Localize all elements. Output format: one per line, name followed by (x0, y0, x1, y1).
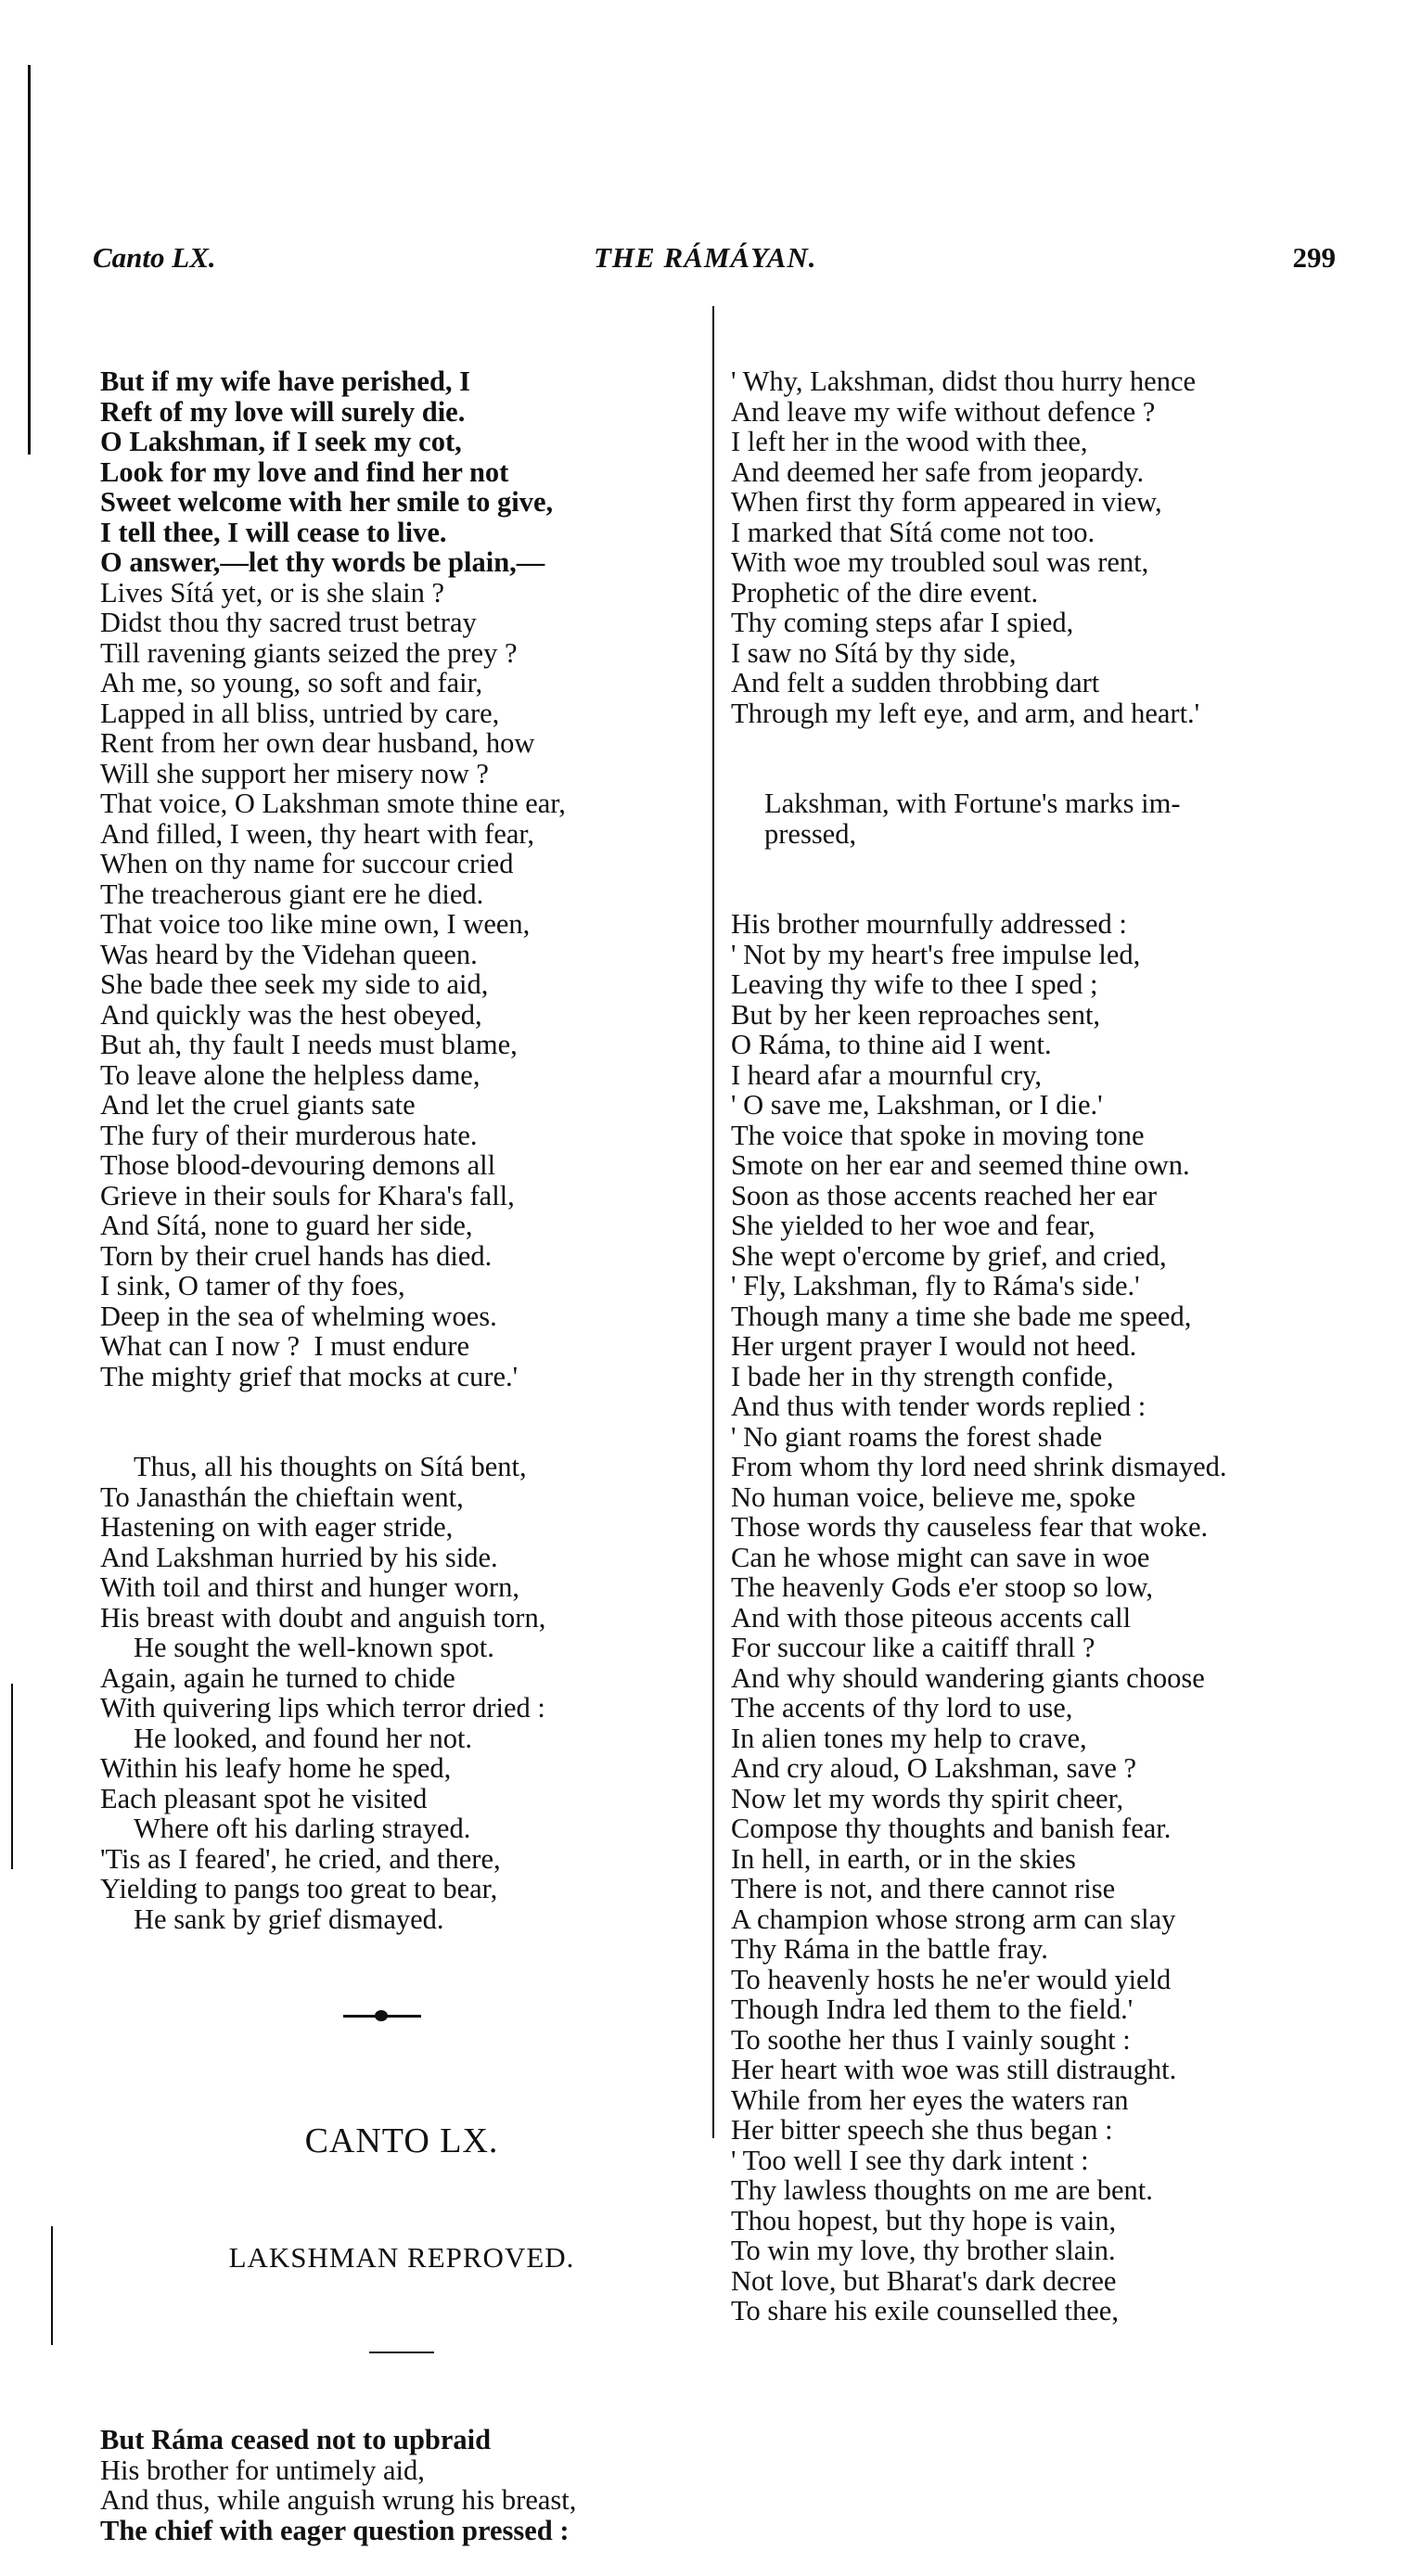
canto-subtitle: LAKSHMAN REPROVED. (228, 2241, 575, 2274)
verse-line: 'Tis as I feared', he cried, and there, (100, 1842, 501, 1875)
verse-line: Smote on her ear and seemed thine own. (731, 1149, 1190, 1181)
verse-line: Reft of my love will surely die. (100, 395, 466, 428)
verse-line: Yielding to pangs too great to bear, (100, 1873, 498, 1904)
verse-line: In hell, in earth, or in the skies (731, 1842, 1076, 1875)
page-binding-edge-top (28, 65, 31, 455)
verse-line: Grieve in their souls for Khara's fall, (100, 1179, 515, 1211)
right-column (731, 306, 1343, 2356)
verse-line: Lapped in all bliss, untried by care, (100, 697, 500, 729)
verse-line: I heard afar a mournful cry, (731, 1058, 1043, 1091)
verse-line: And with those piteous accents call (731, 1601, 1132, 1634)
verse-line: Can he whose might can save in woe (731, 1541, 1150, 1573)
verse-line: Her heart with woe was still distraught. (731, 2054, 1177, 2085)
verse-line: Though Indra led them to the field.' (731, 1993, 1134, 2025)
verse-line: Those blood-devouring demons all (100, 1149, 496, 1181)
verse-line: The treacherous giant ere he died. (100, 878, 484, 910)
verse-line: When first thy form appeared in view, (731, 486, 1162, 518)
verse-line: With woe my troubled soul was rent, (731, 546, 1149, 578)
verse-line: Each pleasant spot he visited (100, 1782, 428, 1814)
verse-line: The fury of their murderous hate. (100, 1119, 478, 1151)
verse-line: pressed, (764, 817, 857, 850)
verse-line: To win my love, thy brother slain. (731, 2235, 1116, 2266)
verse-line: O answer,—let thy words be plain,— (100, 546, 545, 578)
verse-line: And let the cruel giants sate (100, 1089, 416, 1121)
verse-line: He sought the well-known spot. (134, 1632, 494, 1663)
verse-line: Ah me, so young, so soft and fair, (100, 667, 483, 698)
verse-line: Soon as those accents reached her ear (731, 1179, 1157, 1211)
verse-line: His brother mournfully addressed : (731, 908, 1127, 940)
verse-line: And cry aloud, O Lakshman, save ? (731, 1752, 1137, 1784)
verse-line: While from her eyes the waters ran (731, 2083, 1129, 2116)
verse-line: From whom thy lord need shrink dismayed. (731, 1451, 1227, 1482)
verse-line: Thy Ráma in the battle fray. (731, 1933, 1048, 1965)
verse-line: And Sítá, none to guard her side, (100, 1210, 473, 1241)
verse-line: Leaving thy wife to thee I sped ; (731, 968, 1098, 1000)
verse-line: ' Not by my heart's free impulse led, (731, 938, 1141, 970)
verse-line: Hastening on with eager stride, (100, 1511, 454, 1543)
verse-line: Look for my love and find her not (100, 455, 509, 488)
verse-line: ' O save me, Lakshman, or I die.' (731, 1089, 1103, 1121)
verse-line: The heavenly Gods e'er stoop so low, (731, 1571, 1153, 1603)
verse-line: Lives Sítá yet, or is she slain ? (100, 576, 445, 609)
verse-line: No human voice, believe me, spoke (731, 1480, 1136, 1513)
verse-line: To heavenly hosts he ne'er would yield (731, 1963, 1172, 1995)
verse-line: Deep in the sea of whelming woes. (100, 1300, 497, 1332)
verse-line: But ah, thy fault I needs must blame, (100, 1029, 518, 1060)
verse-line: Those words thy causeless fear that woke. (731, 1511, 1209, 1543)
verse-line: To leave alone the helpless dame, (100, 1058, 480, 1091)
verse-line: And thus with tender words replied : (731, 1391, 1147, 1422)
verse-line: Thy lawless thoughts on me are bent. (731, 2174, 1153, 2206)
page-binding-edge-bottom (51, 2226, 53, 2345)
verse-line: The mighty grief that mocks at cure.' (100, 1360, 519, 1392)
verse-line: Her bitter speech she thus began : (731, 2114, 1113, 2146)
left-verse-part3 (100, 2425, 703, 2545)
verse-line: He looked, and found her not. (134, 1722, 473, 1754)
left-verse-part2 (100, 1452, 703, 1934)
verse-line: ' Too well I see thy dark intent : (731, 2144, 1089, 2176)
verse-line: He sank by grief dismayed. (134, 1903, 444, 1935)
verse-line: And why should wandering giants choose (731, 1661, 1205, 1694)
verse-line: When on thy name for succour cried (100, 848, 514, 879)
verse-line: Again, again he turned to chide (100, 1661, 455, 1694)
verse-line: And deemed her safe from jeopardy. (731, 455, 1145, 488)
verse-line: And quickly was the hest obeyed, (100, 998, 482, 1031)
verse-line: For succour like a caitiff thrall ? (731, 1632, 1095, 1663)
subtitle-rule-bar (369, 2352, 434, 2353)
verse-line: The voice that spoke in moving tone (731, 1119, 1145, 1151)
verse-line: ' Why, Lakshman, didst thou hurry hence (731, 365, 1197, 397)
verse-line: And thus, while anguish wrung his breast, (100, 2484, 577, 2516)
canto-title: CANTO LX. (304, 2121, 499, 2160)
right-verse-part2 (731, 788, 1343, 849)
verse-line: The chief with eager question pressed : (100, 2514, 570, 2546)
verse-line: To share his exile counselled thee, (731, 2295, 1119, 2326)
verse-line: I left her in the wood with thee, (731, 426, 1088, 457)
verse-line: O Lakshman, if I seek my cot, (100, 426, 462, 457)
verse-line: Through my left eye, and arm, and heart.' (731, 697, 1200, 729)
section-ornament (100, 1994, 703, 2041)
verse-line: Within his leafy home he sped, (100, 1752, 452, 1784)
verse-line: But by her keen reproaches sent, (731, 998, 1101, 1031)
verse-line: Lakshman, with Fortune's marks im- (764, 788, 1181, 819)
verse-line: Thus, all his thoughts on Sítá bent, (134, 1451, 527, 1482)
verse-line: Not love, but Bharat's dark decree (731, 2264, 1117, 2297)
verse-line: And leave my wife without defence ? (731, 395, 1156, 428)
verse-line: But if my wife have perished, I (100, 365, 471, 397)
verse-line: Will she support her misery now ? (100, 757, 489, 789)
verse-line: With quivering lips which terror dried : (100, 1692, 545, 1724)
verse-line: What can I now ? I must endure (100, 1330, 470, 1362)
verse-line: His brother for untimely aid, (100, 2454, 425, 2486)
verse-line: Till ravening giants seized the prey ? (100, 636, 518, 669)
verse-line: With toil and thirst and hunger worn, (100, 1571, 519, 1603)
left-verse-part1 (100, 366, 703, 1391)
verse-line: Though many a time she bade me speed, (731, 1300, 1192, 1332)
verse-line: She yielded to her woe and fear, (731, 1210, 1095, 1241)
subtitle-rule (100, 2342, 703, 2365)
verse-line: I bade her in thy strength confide, (731, 1360, 1114, 1392)
verse-line: I sink, O tamer of thy foes, (100, 1270, 405, 1301)
verse-line: There is not, and there cannot rise (731, 1873, 1116, 1904)
verse-line: Thy coming steps afar I spied, (731, 607, 1074, 638)
verse-line: Now let my words thy spirit cheer, (731, 1782, 1124, 1814)
header-canto: Canto LX. (93, 241, 216, 274)
verse-line: Torn by their cruel hands has died. (100, 1239, 493, 1272)
verse-line: And filled, I ween, thy heart with fear, (100, 817, 534, 850)
verse-line: A champion whose strong arm can slay (731, 1903, 1176, 1935)
header-title: THE RÁMÁYAN. (594, 241, 817, 274)
verse-line: Rent from her own dear husband, how (100, 727, 535, 759)
verse-line: I tell thee, I will cease to live. (100, 516, 447, 548)
verse-line: To Janasthán the chieftain went, (100, 1480, 464, 1513)
column-divider (712, 306, 714, 2138)
verse-line: And Lakshman hurried by his side. (100, 1541, 498, 1573)
verse-line: Compose thy thoughts and banish fear. (731, 1813, 1172, 1844)
verse-line: To soothe her thus I vainly sought : (731, 2023, 1131, 2056)
verse-line: And felt a sudden throbbing dart (731, 667, 1100, 698)
verse-line: That voice, O Lakshman smote thine ear, (100, 788, 566, 819)
verse-line: His breast with doubt and anguish torn, (100, 1601, 546, 1634)
verse-line: Prophetic of the dire event. (731, 576, 1039, 609)
verse-line: ' No giant roams the forest shade (731, 1420, 1103, 1453)
verse-line: I marked that Sítá come not too. (731, 516, 1095, 548)
verse-line: She wept o'ercome by grief, and cried, (731, 1239, 1167, 1272)
page-number: 299 (1292, 241, 1336, 274)
right-verse-part1 (731, 366, 1343, 728)
running-header (93, 241, 1336, 278)
verse-line: Thou hopest, but thy hope is vain, (731, 2204, 1117, 2236)
verse-line: Her urgent prayer I would not heed. (731, 1330, 1137, 1362)
verse-line: That voice too like mine own, I ween, (100, 908, 531, 940)
verse-line: In alien tones my help to crave, (731, 1722, 1087, 1754)
page-binding-edge-mid (11, 1684, 13, 1869)
verse-line: Didst thou thy sacred trust betray (100, 607, 477, 638)
verse-line: But Ráma ceased not to upbraid (100, 2424, 492, 2455)
verse-line: Sweet welcome with her smile to give, (100, 486, 554, 518)
verse-line: The accents of thy lord to use, (731, 1692, 1073, 1724)
verse-line: Was heard by the Videhan queen. (100, 938, 478, 970)
verse-line: Where oft his darling strayed. (134, 1813, 471, 1844)
verse-line: ' Fly, Lakshman, fly to Ráma's side.' (731, 1270, 1140, 1301)
right-verse-part3 (731, 909, 1343, 2326)
left-column (100, 306, 703, 2576)
ornament-dot (375, 2010, 388, 2021)
verse-line: O Ráma, to thine aid I went. (731, 1029, 1052, 1060)
verse-line: She bade thee seek my side to aid, (100, 968, 489, 1000)
verse-line: I saw no Sítá by thy side, (731, 636, 1017, 669)
